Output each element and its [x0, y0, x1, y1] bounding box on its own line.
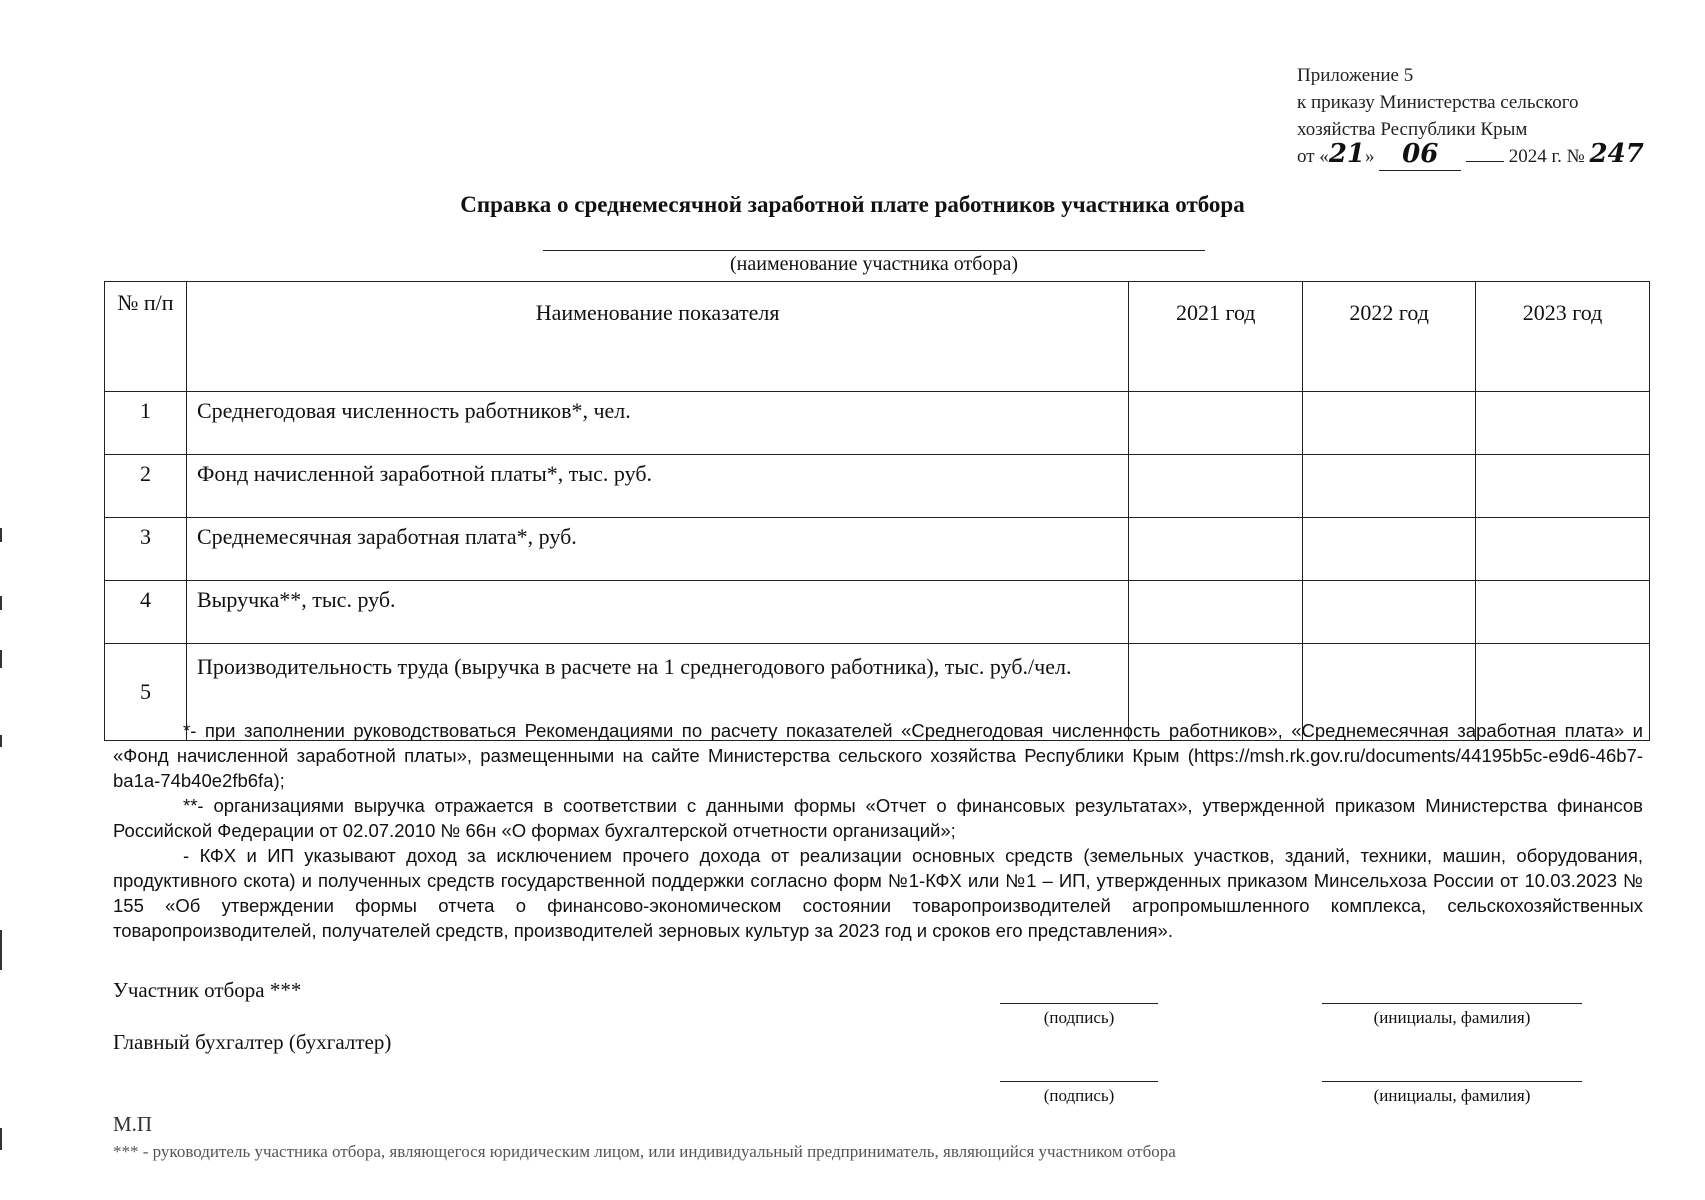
- row-num: 1: [105, 392, 187, 455]
- cell-2023[interactable]: [1476, 392, 1650, 455]
- row-num: 2: [105, 455, 187, 518]
- month-blank: [1379, 139, 1461, 171]
- scan-edge-mark: [0, 528, 2, 542]
- footnote: *** - руководитель участника отбора, являющегося юридическим лицом, или индивидуальный предприниматель, являющийся участником отбора: [113, 1142, 1176, 1161]
- table-row: [105, 392, 1650, 455]
- scan-edge-mark: [0, 596, 2, 610]
- scan-edge-mark: [0, 1128, 2, 1150]
- accountant-initials-caption: (инициалы, фамилия): [1373, 1086, 1531, 1105]
- header-year-2021: 2021 год: [1129, 282, 1303, 392]
- cell-2023[interactable]: [1476, 518, 1650, 581]
- accountant-signature-caption: (подпись): [1043, 1086, 1115, 1105]
- stamp-label: М.П: [113, 1112, 153, 1136]
- row-num: 3: [105, 518, 187, 581]
- table-row: [105, 455, 1650, 518]
- table-row: [105, 581, 1650, 644]
- cell-2022[interactable]: [1303, 518, 1476, 581]
- row-num: 5: [105, 644, 187, 741]
- participant-signature-line[interactable]: [1000, 1003, 1158, 1004]
- header-num: № п/п: [105, 282, 187, 392]
- accountant-signature-label: Главный бухгалтер (бухгалтер): [113, 1030, 392, 1054]
- participant-signature-label: Участник отбора ***: [113, 978, 302, 1002]
- appendix-date-line: [1297, 139, 1644, 171]
- handwritten-month: 06: [1402, 139, 1439, 169]
- row-indicator: Производительность труда (выручка в расчете на 1 среднегодового работника), тыс. руб./чел.: [186, 644, 1128, 741]
- notes-section: [113, 718, 1643, 943]
- row-num: 4: [105, 581, 187, 644]
- participant-initials-caption: (инициалы, фамилия): [1373, 1008, 1531, 1027]
- table-header-row: [105, 282, 1650, 392]
- date-prefix: от «: [1297, 146, 1329, 167]
- appendix-line-1: Приложение 5: [1297, 65, 1414, 86]
- note-3: - КФХ и ИП указывают доход за исключением прочего дохода от реализации основных средств (земельных участков, зданий, техники, машин, оборудования, продуктивного скота) и полученных средств государственной поддержки согласно форм №1-КФХ или №1 – ИП, утвержденных приказом Минсельхоза России от 10.03.2023 № 155 «Об утверждении формы отчета о финансово-экономическом состоянии товаропроизводителей агропромышленного комплекса, сельскохозяйственных товаропроизводителей, получателей средств, производителей зерновых культур за 2023 год и сроков его представления».: [113, 845, 1643, 941]
- cell-2021[interactable]: [1129, 455, 1303, 518]
- appendix-header: [1297, 62, 1644, 171]
- scan-edge-mark: [0, 930, 2, 970]
- scan-edge-mark: [0, 650, 2, 668]
- date-sep: »: [1365, 146, 1375, 167]
- scan-edge-mark: [0, 735, 2, 747]
- header-indicator-name: Наименование показателя: [186, 282, 1128, 392]
- header-year-2022: 2022 год: [1303, 282, 1476, 392]
- handwritten-day: 21: [1328, 139, 1365, 169]
- participant-initials-line[interactable]: [1322, 1003, 1582, 1004]
- appendix-line-3: хозяйства Республики Крым: [1297, 119, 1528, 140]
- table-row: [105, 518, 1650, 581]
- cell-2023[interactable]: [1476, 455, 1650, 518]
- row-indicator: Фонд начисленной заработной платы*, тыс. руб.: [186, 455, 1128, 518]
- month-blank-tail: [1466, 161, 1504, 162]
- row-indicator: Среднегодовая численность работников*, чел.: [186, 392, 1128, 455]
- note-1: *- при заполнении руководствоваться Рекомендациями по расчету показателей «Среднегодовая численность работников», «Среднемесячная заработная плата» и «Фонд начисленной заработной платы», размещенными на сайте Министерства сельского хозяйства Республики Крым (https://msh.rk.gov.ru/documents/44195b5c-e9d6-46b7-ba1a-74b40e2fb6fa);: [113, 720, 1643, 791]
- row-indicator: Выручка**, тыс. руб.: [186, 581, 1128, 644]
- participant-signature-caption: (подпись): [1043, 1008, 1115, 1027]
- indicators-table: [104, 281, 1650, 741]
- cell-2021[interactable]: [1129, 581, 1303, 644]
- accountant-signature-line[interactable]: [1000, 1081, 1158, 1082]
- cell-2022[interactable]: [1303, 455, 1476, 518]
- note-2: **- организациями выручка отражается в соответствии с данными формы «Отчет о финансовых результатах», утвержденной приказом Министерства финансов Российской Федерации от 02.07.2010 № 66н «О формах бухгалтерской отчетности организаций»;: [113, 795, 1643, 841]
- document-title: Справка о среднемесячной заработной плате работников участника отбора: [460, 192, 1245, 217]
- participant-name-line: [543, 250, 1205, 251]
- appendix-line-2: к приказу Министерства сельского: [1297, 92, 1579, 113]
- cell-2023[interactable]: [1476, 581, 1650, 644]
- accountant-initials-line[interactable]: [1322, 1081, 1582, 1082]
- row-indicator: Среднемесячная заработная плата*, руб.: [186, 518, 1128, 581]
- participant-name-caption: (наименование участника отбора): [730, 253, 1018, 275]
- header-year-2023: 2023 год: [1476, 282, 1650, 392]
- cell-2022[interactable]: [1303, 392, 1476, 455]
- cell-2021[interactable]: [1129, 392, 1303, 455]
- cell-2021[interactable]: [1129, 518, 1303, 581]
- handwritten-order-number: 247: [1589, 139, 1644, 169]
- cell-2022[interactable]: [1303, 581, 1476, 644]
- date-year: 2024 г. №: [1508, 146, 1585, 167]
